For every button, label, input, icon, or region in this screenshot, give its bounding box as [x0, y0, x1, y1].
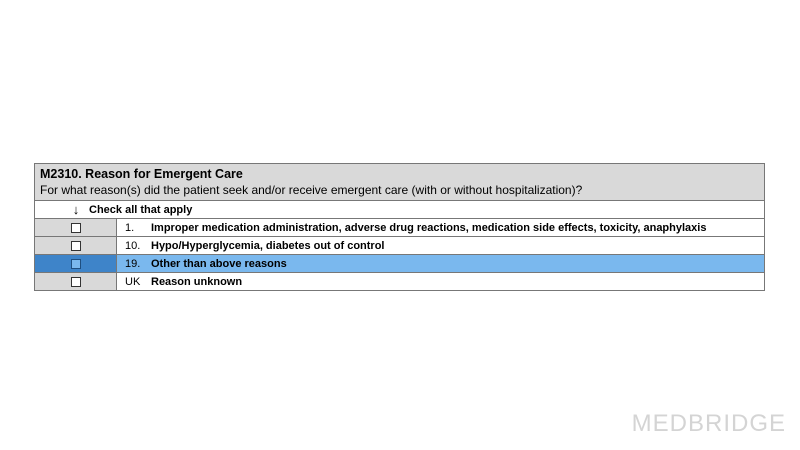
option-row-19 [35, 255, 764, 273]
option-text [117, 255, 764, 272]
option-code: 19. [125, 257, 141, 270]
checkbox-cell [35, 255, 117, 272]
checkbox-cell [35, 237, 117, 254]
form-question: For what reason(s) did the patient seek and/or receive emergent care (with or without hospitalization)? [40, 183, 583, 197]
option-row-uk [35, 273, 764, 290]
form-title: M2310. Reason for Emergent Care [40, 167, 243, 181]
checkbox-option-1[interactable] [71, 223, 81, 233]
checkbox-cell [35, 273, 117, 290]
option-label: Improper medication administration, adverse drug reactions, medication side effects, toxicity, anaphylaxis [151, 221, 707, 234]
instruction-text: Check all that apply [89, 203, 193, 216]
checkbox-option-10[interactable] [71, 241, 81, 251]
emergent-care-form [34, 163, 765, 291]
form-header [35, 164, 764, 201]
checkbox-option-uk[interactable] [71, 277, 81, 287]
option-text [117, 273, 764, 290]
option-text [117, 237, 764, 254]
option-label: Reason unknown [151, 275, 243, 288]
option-row-10 [35, 237, 764, 255]
option-label: Other than above reasons [151, 257, 287, 270]
down-arrow-icon: ↓ [72, 202, 80, 217]
option-code: 1. [125, 221, 135, 234]
medbridge-logo: MEDBRIDGE [631, 410, 786, 437]
option-code: 10. [125, 239, 141, 252]
option-label: Hypo/Hyperglycemia, diabetes out of control [151, 239, 385, 252]
instruction-row [35, 201, 764, 219]
option-text [117, 219, 764, 236]
checkbox-cell [35, 219, 117, 236]
checkbox-option-19[interactable] [71, 259, 81, 269]
option-row-1 [35, 219, 764, 237]
option-code: UK [125, 275, 141, 288]
